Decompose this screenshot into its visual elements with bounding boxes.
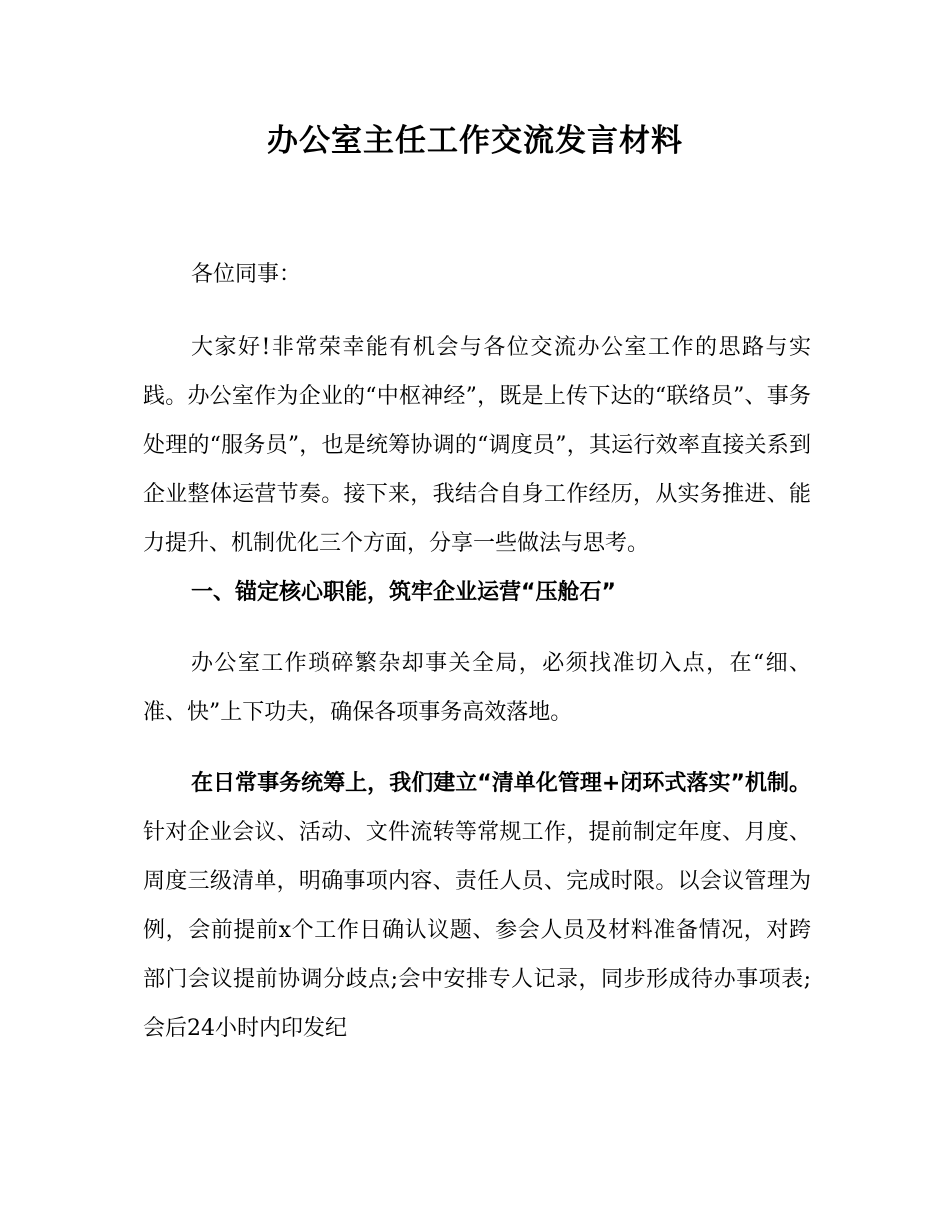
subsection-lead-bold: 在日常事务统筹上，我们建立“清单化管理+闭环式落实”机制。 xyxy=(191,771,811,796)
section-1-subsection-paragraph xyxy=(143,759,811,1053)
document-title: 办公室主任工作交流发言材料 xyxy=(267,123,683,159)
intro-paragraph: 大家好!非常荣幸能有机会与各位交流办公室工作的思路与实践。办公室作为企业的“中枢神经”，既是上传下达的“联络员”、事务处理的“服务员”，也是统筹协调的“调度员”，其运行效率直接关系到企业整体运营节奏。接下来，我结合自身工作经历，从实务推进、能力提升、机制优化三个方面，分享一些做法与思考。 xyxy=(143,335,811,556)
section-1-paragraph: 办公室工作琐碎繁杂却事关全局，必须找准切入点，在“细、准、快”上下功夫，确保各项事务高效落地。 xyxy=(143,651,811,725)
salutation: 各位同事： xyxy=(191,262,302,287)
subsection-body-text: 针对企业会议、活动、文件流转等常规工作，提前制定年度、月度、周度三级清单，明确事项内容、责任人员、完成时限。以会议管理为例，会前提前x个工作日确认议题、参会人员及材料准备情况，对跨部门会议提前协调分歧点;会中安排专人记录，同步形成待办事项表;会后24小时内印发纪 xyxy=(143,820,811,1041)
section-1-heading: 一、锚定核心职能，筑牢企业运营“压舱石” xyxy=(191,580,616,605)
document-body xyxy=(143,250,811,1053)
